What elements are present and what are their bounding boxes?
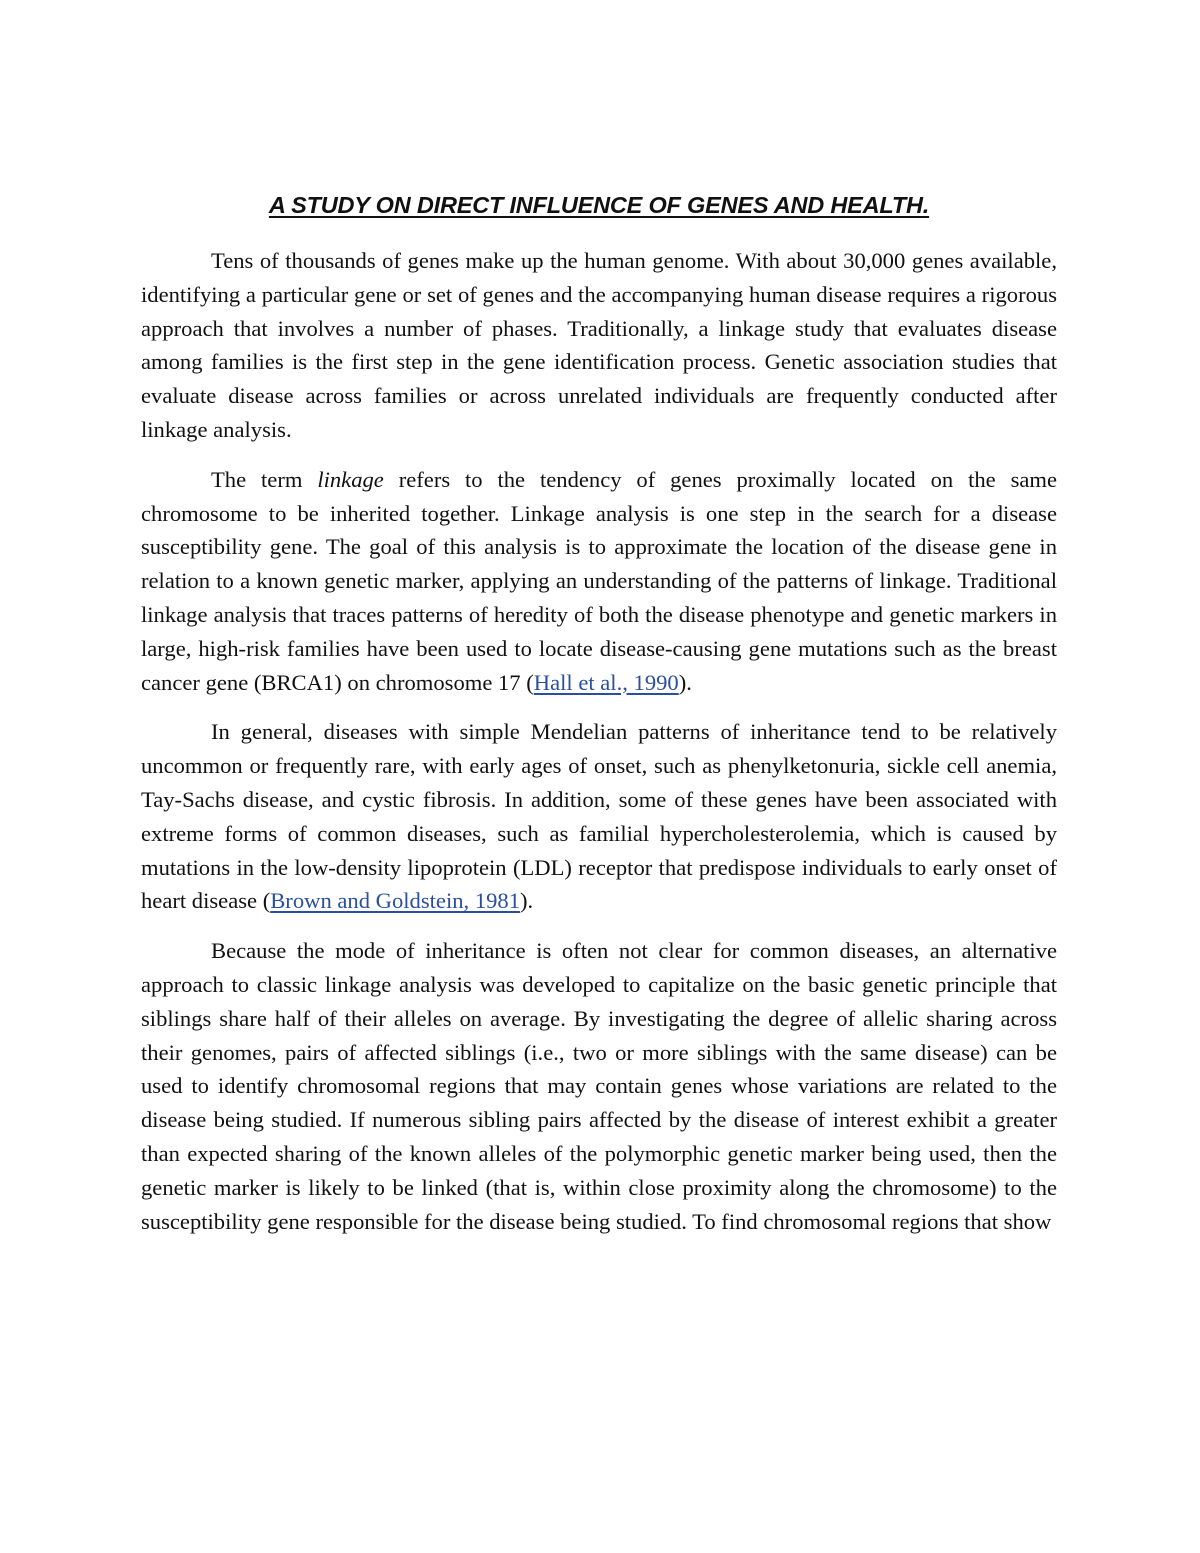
paragraph-1	[141, 244, 1057, 447]
term-linkage: linkage	[317, 466, 384, 492]
paragraph-2-text-end: ).	[678, 669, 692, 695]
paragraph-1-text: Tens of thousands of genes make up the human genome. With about 30,000 genes available, identifying a particular gene or set of genes and the accompanying human disease requires a rigorous approach that involves a number of phases. Traditionally, a linkage study that evaluates disease among families is the first step in the gene identification process. Genetic association studies that evaluate disease across families or across unrelated individuals are frequently conducted after linkage analysis.	[141, 248, 1057, 442]
paragraph-4	[141, 934, 1057, 1238]
paragraph-2-text-start: The term	[211, 466, 318, 492]
citation-link-hall-1990[interactable]: Hall et al., 1990	[533, 669, 679, 695]
paragraph-3	[141, 715, 1057, 918]
paragraph-3-text-end: ).	[520, 888, 534, 914]
document-title: A STUDY ON DIRECT INFLUENCE OF GENES AND HEALTH.	[268, 192, 930, 218]
citation-link-brown-goldstein-1981[interactable]: Brown and Goldstein, 1981	[270, 888, 521, 914]
paragraph-4-text: Because the mode of inheritance is often not clear for common diseases, an alternative approach to classic linkage analysis was developed to capitalize on the basic genetic principle that siblings share half of their alleles on average. By investigating the degree of allelic sharing across their genomes, pairs of affected siblings (i.e., two or more siblings with the same disease) can be used to identify chromosomal regions that may contain genes whose variations are related to the disease being studied. If numerous sibling pairs affected by the disease of interest exhibit a greater than expected sharing of the known alleles of the polymorphic genetic marker being used, then the genetic marker is likely to be linked (that is, within close proximity along the chromosome) to the susceptibility gene responsible for the disease being studied. To find chromosomal regions that show	[141, 938, 1057, 1234]
document-body	[141, 188, 1057, 1254]
paragraph-3-text: In general, diseases with simple Mendelian patterns of inheritance tend to be relatively uncommon or frequently rare, with early ages of onset, such as phenylketonuria, sickle cell anemia, Tay-Sachs disease, and cystic fibrosis. In addition, some of these genes have been associated with extreme forms of common diseases, such as familial hypercholesterolemia, which is caused by mutations in the low-density lipoprotein (LDL) receptor that predispose individuals to early onset of heart disease (	[141, 719, 1057, 914]
paragraph-2	[141, 463, 1057, 700]
paragraph-2-text-body: refers to the tendency of genes proximally located on the same chromosome to be inherited together. Linkage analysis is one step in the search for a disease susceptibility gene. The goal of this analysis is to approximate the location of the disease gene in relation to a known genetic marker, applying an understanding of the patterns of linkage. Traditional linkage analysis that traces patterns of heredity of both the disease phenotype and genetic markers in large, high-risk families have been used to locate disease-causing gene mutations such as the breast cancer gene (BRCA1) on chromosome 17 (	[141, 466, 1057, 695]
